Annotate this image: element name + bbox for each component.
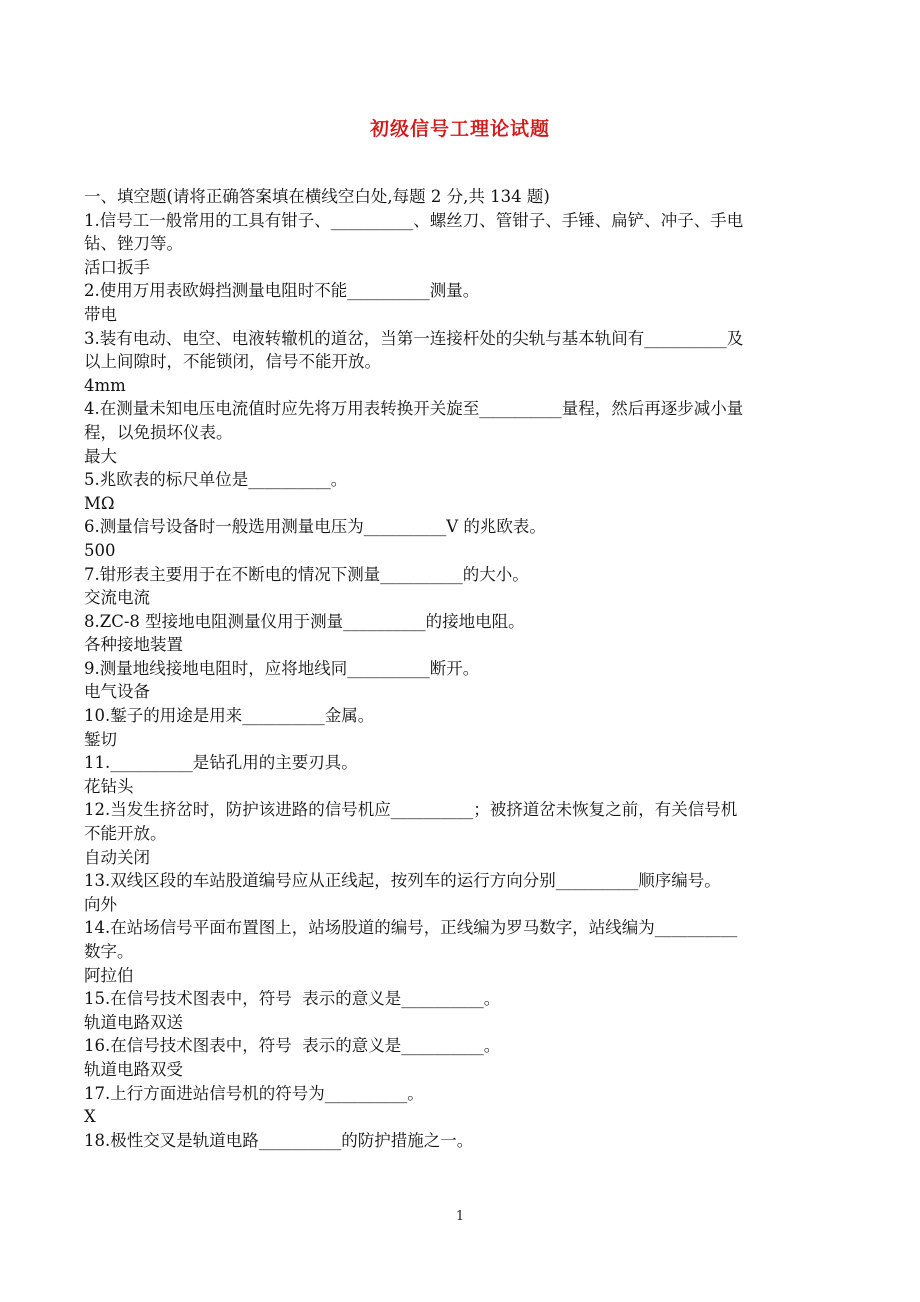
section-header: 一、填空题(请将正确答案填在横线空白处,每题 2 分,共 134 题): [84, 187, 550, 206]
answer-line: 轨道电路双送: [84, 1012, 183, 1032]
answer-line: 500: [84, 540, 116, 560]
text-line: 11.__________是钻孔用的主要刃具。: [84, 753, 358, 773]
text-line: 2.使用万用表欧姆挡测量电阻时不能__________测量。: [84, 281, 480, 301]
answer-line: 电气设备: [84, 682, 150, 702]
text-line: 16.在信号技术图表中，符号 表示的意义是__________。: [84, 1036, 501, 1056]
answer-line: 交流电流: [84, 588, 150, 608]
answer-line: 最大: [84, 446, 117, 466]
text-line: 不能开放。: [84, 824, 167, 844]
text-line: 程，以免损坏仪表。: [84, 422, 233, 442]
text-line: 5.兆欧表的标尺单位是__________。: [84, 470, 348, 490]
answer-line: X: [84, 1107, 96, 1127]
page-title: 初级信号工理论试题: [369, 118, 550, 140]
text-line: 8.ZC-8 型接地电阻测量仪用于测量__________的接地电阻。: [84, 611, 525, 631]
answer-line: 带电: [84, 304, 117, 324]
answer-line: 阿拉伯: [84, 965, 134, 985]
text-line: 12.当发生挤岔时，防护该进路的信号机应__________；被挤道岔未恢复之前，有关信号机: [84, 800, 738, 820]
text-line: 18.极性交叉是轨道电路__________的防护措施之一。: [84, 1130, 474, 1150]
text-line: 10.錾子的用途是用来__________金属。: [84, 706, 375, 726]
text-line: 以上间隙时，不能锁闭，信号不能开放。: [84, 352, 381, 372]
text-line: 15.在信号技术图表中，符号 表示的意义是__________。: [84, 989, 501, 1009]
answer-line: 活口扳手: [84, 257, 150, 277]
text-line: 9.测量地线接地电阻时，应将地线同__________断开。: [84, 658, 480, 678]
answer-line: 向外: [84, 894, 117, 914]
text-line: 1.信号工一般常用的工具有钳子、__________、螺丝刀、管钳子、手锤、扁铲、冲子、手电: [84, 210, 744, 230]
text-line: 13.双线区段的车站股道编号应从正线起，按列车的运行方向分别__________顺序编号。: [84, 871, 721, 891]
text-line: 3.装有电动、电空、电液转辙机的道岔，当第一连接杆处的尖轨与基本轨间有__________及: [84, 328, 744, 348]
page-number: 1: [455, 1209, 465, 1224]
text-line: 4.在测量未知电压电流值时应先将万用表转换开关旋至__________量程，然后再逐步减小量: [84, 399, 744, 419]
answer-line: 自动关闭: [84, 847, 150, 867]
text-line: 6.测量信号设备时一般选用测量电压为__________V 的兆欧表。: [84, 517, 546, 537]
answer-line: MΩ: [84, 493, 115, 513]
text-line: 17.上行方面进站信号机的符号为__________。: [84, 1083, 424, 1103]
text-line: 14.在站场信号平面布置图上，站场股道的编号，正线编为罗马数字，站线编为__________: [84, 918, 738, 938]
text-line: 钻、锉刀等。: [84, 234, 183, 254]
answer-line: 花钻头: [84, 776, 134, 796]
answer-line: 4mm: [84, 375, 126, 395]
answer-line: 各种接地装置: [84, 635, 183, 655]
document-body: [84, 185, 826, 1152]
answer-line: 轨道电路双受: [84, 1059, 183, 1079]
answer-line: 錾切: [84, 729, 117, 749]
text-line: 7.钳形表主要用于在不断电的情况下测量__________的大小。: [84, 564, 529, 584]
text-line: 数字。: [84, 942, 134, 961]
